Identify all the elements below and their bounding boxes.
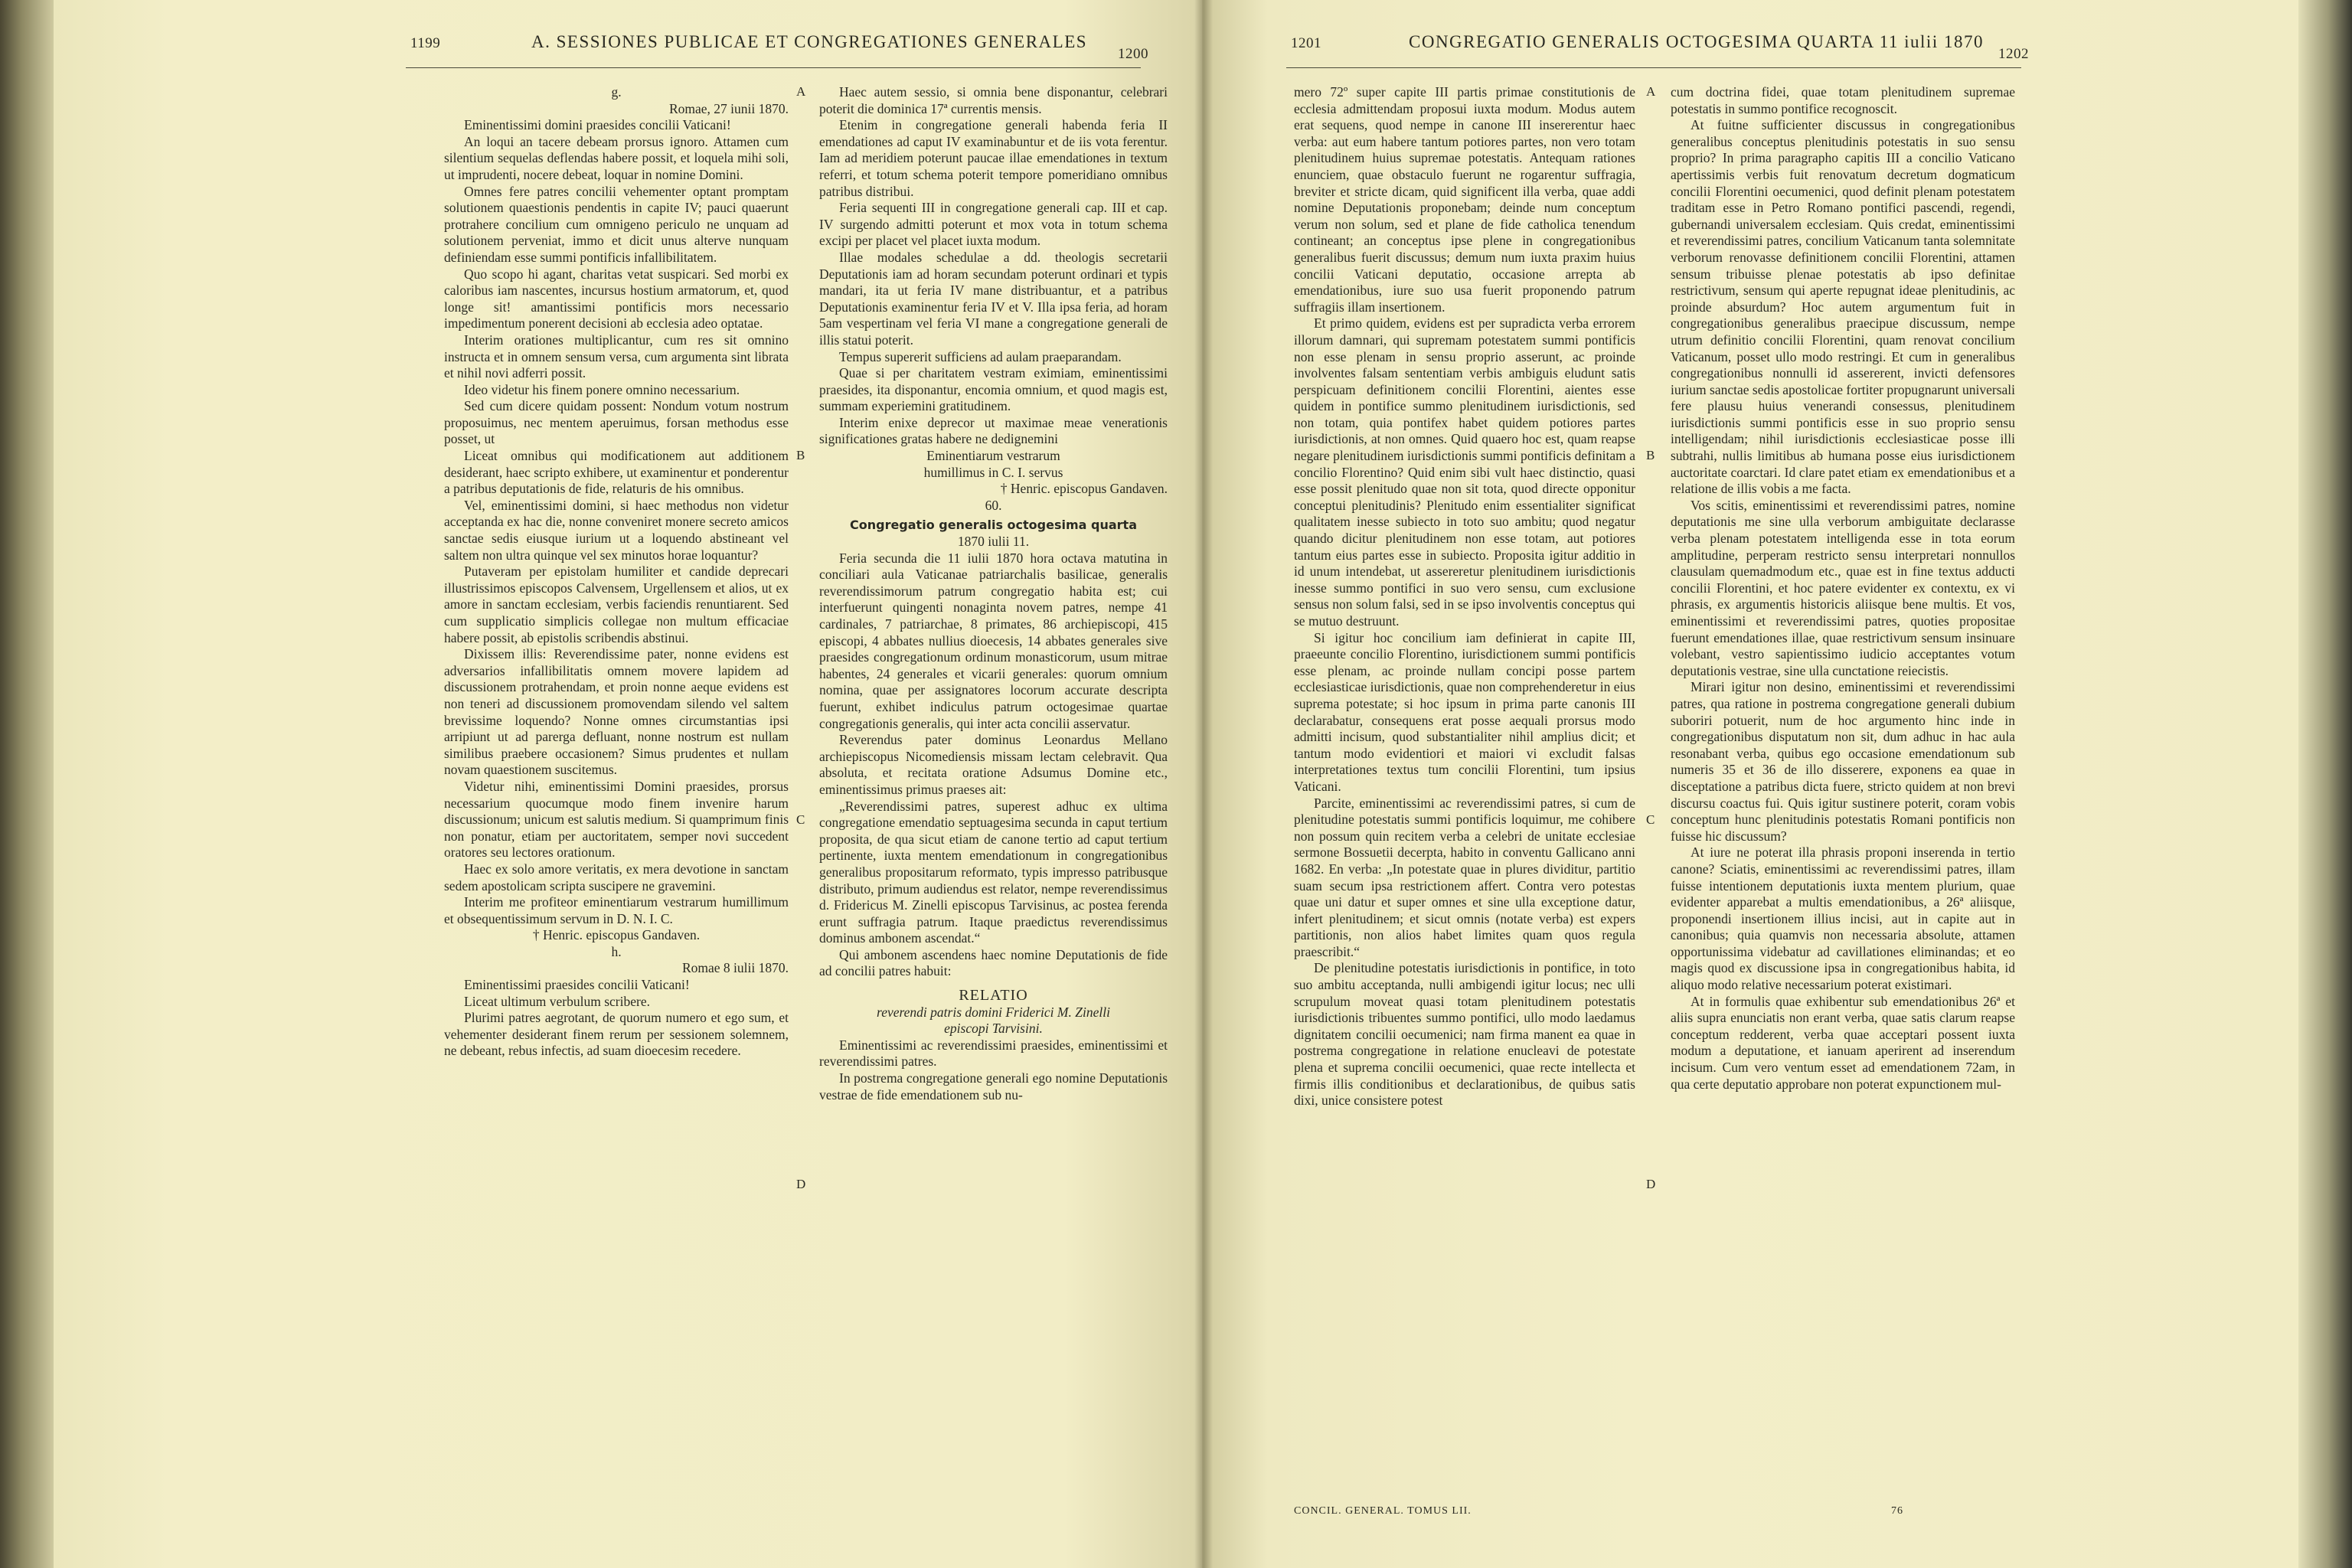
paragraph: Liceat omnibus qui modificationem aut additionem desiderant, haec scripto exhibere, ut examinentur et ponderentur a patribus deputationis de fide, relaturis de his omnibus. — [444, 448, 789, 497]
left-page-header — [54, 29, 1202, 60]
paragraph: 60. — [985, 497, 1002, 513]
header-rule — [1286, 67, 2021, 68]
margin-letter: A — [796, 84, 806, 99]
book-edge-right — [2298, 0, 2352, 1568]
paragraph: Et primo quidem, evidens est per supradicta verba errorem illorum damnari, qui supremam potestatem summi pontificis non esse plenam in sensu proprio asserunt, ac proinde involventes falsam sententiam verbis ambiguis eludunt satis perspicuam definitionem concilii Florentini, aientes esse quidem in pontifice summo plenitudinem iurisdictionis, sed non totam, quia pontifex habet quidem potiores partes iurisdictionis, at non omnes. Quid quaero hoc est, quam reapse negare plenitudinem iurisdictionis summi pontificis definitam a concilio Florentino? Quid enim sibi vult haec distinctio, quasi esse possit plenitudo quae non sit tota, quod directe opponitur conceptui plenitudinis? Plenitudo enim essentialiter significat qualitatem inesse subiecto in toto suo ambitu; quod negatur quando dicitur plenitudinem non esse totam, aut potiores tantum eius partes esse in subiecto. Proposita igitur additio in id unum intendebat, ut assereretur plenitudinem iurisdictionis inesse summo pontifici in suo vero sensu, cum exclusione sensus non solum falsi, sed in se ipso involventis conceptus qui se mutuo destruunt. — [1294, 315, 1635, 629]
paragraph: g. — [611, 84, 622, 100]
paragraph: Interim orationes multiplicantur, cum res sit omnino instructa et in omnem sensum versa, cum argumenta sint librata et nihil novi adferri possit. — [444, 332, 789, 381]
text-column-left — [1294, 84, 1635, 1109]
paragraph: 1870 iulii 11. — [957, 534, 1030, 550]
paragraph: Feria sequenti III in congregatione generali cap. III et cap. IV surgendo admitti poterunt et mox vota in totum schema excipi per placet vel placet iuxta modum. — [819, 200, 1168, 249]
paragraph: h. — [611, 943, 622, 959]
paragraph: At fuitne sufficienter discussus in congregationibus generalibus conceptus plenitudinis potestatis in suo sensu proprio? In prima paragrapho capitis III a concilio Vaticano apertissimis verbis fuit renovatum decretum dogmaticum concilii Florentini oecumenici, quod definit plenam potestatem traditam esse in Petro Romano pontifici pascendi, regendi, gubernandi universalem ecclesiam. Quis credat, eminentissimi et reverendissimi patres, concilium Vaticanum tanta solemnitate verborum renovasse definitionem concilii Florentini, attamen sensum tribuisse plenae potestatis ab ipso definitae restrictivum, sensum qui aperte repugnat ideae plenitudinis, ac proinde absurdum? Hoc autem argumentum fuit in congregationibus generalibus praecipue discussum, nempe utrum definitio concilii Florentini, quam renovat concilium Vaticanum, posset ullo modo restringi. Et cum in generalibus congregationibus nonnulli id assererent, invicti defensores iurium sanctae sedis apostolicae fortiter propugnarunt universali fere plausu huius venerandi consessus, plenitudinem iurisdictionis summi pontificis esse in suo proprio sensu intelligendam; nihil iurisdictionis ecclesiasticae posse illi subtrahi, nullis limitibus ab humana posse eius iurisdictionem auctoritate coarctari. Id clare patet etiam ex emendationibus et a relatione de illis vobis a me facta. — [1671, 117, 2016, 497]
book-gutter — [1194, 0, 1213, 1568]
paragraph: Eminentissimi praesides concilii Vaticani! — [464, 977, 690, 993]
page-number: 1201 — [1291, 35, 1321, 51]
right-page — [1202, 0, 2298, 1568]
paragraph: Eminentissimi domini praesides concilii Vaticani! — [464, 117, 731, 133]
page-number: 1200 — [1118, 46, 1148, 62]
paragraph: Vel, eminentissimi domini, si haec methodus non videtur acceptanda ex hac die, nonne conveniret monere secreto amicos sanctae sedis eiusque iurium ut a loquendo abstineant vel saltem non ultra quinque vel sex minutos horae loquantur? — [444, 497, 789, 563]
paragraph: Qui ambonem ascendens haec nomine Deputationis de fide ad concilii patres habuit: — [819, 946, 1168, 979]
margin-letter: B — [1646, 448, 1655, 462]
paragraph: † Henric. episcopus Gandaven. — [1000, 481, 1168, 497]
running-title: A. SESSIONES PUBLICAE ET CONGREGATIONES GENERALES — [531, 32, 1088, 51]
paragraph: Ideo videtur his finem ponere omnino necessarium. — [464, 381, 740, 397]
margin-letter: C — [796, 812, 805, 827]
paragraph: Si igitur hoc concilium iam definierat in capite III, praeeunte concilio Florentino, iurisdictionem summi pontificis esse plenam, ac proinde nullam concipi posse partem ecclesiasticae iurisdictionis, quae non comprehenderetur in eius suprema potestate; si hoc ipsum in prima parte canonis III declarabatur, consequens erat posse aequali prorsus modo admitti incisum, quod substantialiter nihil amplius dicit; et tantum modo evidentiori et maiori vi excludit falsas interpretationes textus tum concilii Florentini, tum ipsius Vaticani. — [1294, 629, 1635, 794]
relatio-heading: RELATIO — [959, 987, 1028, 1004]
paragraph: De plenitudine potestatis iurisdictionis in pontifice, in toto suo ambitu acceptanda, nulli ambigendi igitur locus; nec ulli scrupulum moveat quasi totam plenitudinem potestatis iurisdictionis tribuentes summo pontifici, ullo modo laedamus dignitatem concilii oecumenici; nam firma manent ea quae in postrema congregatione in relatione enucleavi de potestate plena et suprema concilii oecumenici, quae recte intellecta et firmis illis conditionibus et declarationibus, de quibus satis dixi, unice consistere potest — [1294, 960, 1635, 1109]
paragraph: Interim me profiteor eminentiarum vestrarum humillimum et obsequentissimum servum in D. N. I. C. — [444, 894, 789, 926]
footer-signature: CONCIL. GENERAL. TOMUS LII. — [1294, 1505, 1472, 1517]
paragraph: Romae, 27 iunii 1870. — [668, 100, 789, 116]
paragraph: † Henric. episcopus Gandaven. — [532, 927, 701, 943]
right-page-header — [1202, 29, 2298, 60]
paragraph: In postrema congregatione generali ego nomine Deputationis vestrae de fide emendationem sub nu- — [819, 1070, 1168, 1102]
paragraph: cum doctrina fidei, quae totam plenitudinem supremae potestatis in summo pontifice recognoscit. — [1671, 84, 2015, 116]
paragraph: Interim enixe deprecor ut maximae meae venerationis significationes gratas habere ne dedignemini — [819, 414, 1168, 447]
text-column-right — [819, 84, 1168, 1103]
paragraph: Illae modales schedulae a dd. theologis secretarii Deputationis iam ad horam secundam poterunt ordinari et typis mandari, ita ut feria IV mane distribuantur, et a patribus Deputationis examinentur feria IV et V. Illa ipsa feria, ad horam 5am vespertinam vel feria VI mane a congregatione generali de illis statui poterit. — [819, 249, 1168, 348]
running-title: CONGREGATIO GENERALIS OCTOGESIMA QUARTA 11 iulii 1870 — [1409, 32, 1984, 51]
book-edge-left — [0, 0, 54, 1568]
paragraph: Plurimi patres aegrotant, de quorum numero et ego sum, et vehementer desiderant finem rerum per sessionem solemnem, ne debeant, rebus infectis, ad suam dioecesim recedere. — [444, 1010, 789, 1059]
margin-letter: A — [1646, 84, 1656, 99]
margin-letter: D — [1646, 1177, 1656, 1191]
section-heading: Congregatio generalis octogesima quarta — [849, 518, 1137, 533]
page-number: 1202 — [1998, 46, 2029, 62]
text-column-right — [1671, 84, 2015, 1093]
margin-letter: B — [796, 448, 805, 462]
paragraph: Mirari igitur non desino, eminentissimi et reverendissimi patres, qua ratione in postrema congregatione generali dubium suboriri potuerit, num de hoc argumento hinc inde in congregationibus disputatum non sit, dum adhuc in hac aula resonabant verba, quibus ego occasione emendationum sub numeris 35 et 36 de illo disserere, exponens ea quae in disceptatione a patribus dicta fuere, stricto quidem at non brevi discursu coactus fui. Quis igitur sustinere poterit, coram vobis conceptum hunc plenitudinis potestatis Romani pontificis non fuisse hic discussum? — [1671, 679, 2015, 844]
paragraph: Vos scitis, eminentissimi et reverendissimi patres, nomine deputationis me sine ulla verborum ambiguitate declarasse verba plenam potestatem intelligenda esse in tota eorum amplitudine, perperam restricto sensu interpretari nonnullos clausulam quemadmodum etc., quae est in fine textus adducti concilii Florentini, et hoc patere evidenter ex contextu, ex vi phrasis, ex argumentis historicis aliisque bene multis. Et vos, eminentissimi et reverendissimi patres, quoties propositae fuerunt emendationes illae, quae restrictivum sensum insinuare volebant, vestro sapientissimo iudicio acceptantes votum deputationis vestrae, sine ulla cunctatione reiecistis. — [1671, 497, 2015, 678]
paragraph: Putaveram per epistolam humiliter et candide deprecari illustrissimos episcopos Calvensem, Urgellensem et alios, ut ex amore in sanctam ecclesiam, verbis faciendis renuntiarent. Sed cum supplicatio simplicis collegae non multum efficaciae habere possit, ab epistolis scribendis abstinui. — [444, 564, 789, 645]
paragraph: Videtur nihi, eminentissimi Domini praesides, prorsus necessarium quocumque modo finem invenire harum discussionum; unicum est salutis medium. Si quamprimum finis non ponatur, etiam per auctoritatem, semper novi succedent oratores seu lectores orationum. — [444, 778, 789, 861]
paragraph: Feria secunda die 11 iulii 1870 hora octava matutina in conciliari aula Vaticanae patriarchalis basilicae, generalis reverendissimorum patrum congregatio habita est; cui interfuerunt quingenti nonaginta novem patres, nempe 41 cardinales, 7 patriarchae, 8 primates, 86 archiepiscopi, 415 episcopi, 4 abbates nullius dioecesis, 14 abbates generales sive praesides congregationum ordinum monasticorum, usum mitrae habentes, 24 generales et vicarii generales: quorum omnium nomina, quae per assignatores locorum accurate descripta fuerunt, exhibet indiculus patrum octogesimae quartae congregationis generalis, qui inter acta concilii asservatur. — [819, 550, 1168, 731]
paragraph: humillimus in C. I. servus — [923, 464, 1063, 480]
paragraph: Romae 8 iulii 1870. — [681, 960, 789, 976]
paragraph: Reverendus pater dominus Leonardus Mellano archiepiscopus Nicomediensis missam lectam celebravit. Qua absoluta, et recitata oratione Adsumus Domine etc., eminentissimus primus praeses ait: — [819, 732, 1168, 797]
footer-sheet-number: 76 — [1891, 1505, 1903, 1517]
header-rule — [406, 67, 1141, 68]
paragraph: Omnes fere patres concilii vehementer optant promptam solutionem quaestionis pendentis in capite IV; pauci quaerunt protrahere concilium cum omnigeno periculo ne unquam ad solutionem perveniat, immo et dicit unus alterve nunquam definiendam esse summi pontificis infallibilitatem. — [444, 183, 789, 265]
paragraph: Sed cum dicere quidam possent: Nondum votum nostrum proposuimus, nec mentem aperuimus, forsan methodus esse posset, ut — [444, 398, 789, 447]
text-column-left — [444, 84, 789, 1060]
paragraph: Haec autem sessio, si omnia bene disponantur, celebrari poterit die dominica 17ª currentis mensis. — [819, 84, 1168, 116]
left-page — [54, 0, 1202, 1568]
paragraph: At iure ne poterat illa phrasis proponi inserenda in tertio canone? Sciatis, eminentissimi ac reverendissimi patres, illam fuisse intentionem deputationis iuxta mentem plurium, quae evidenter apparebat a multis emendationibus, a 26ª aliisque, proponendi insertionem illius incisi, aut in capite aut in canonibus; quia quamvis non necessaria absolute, attamen opportunissima videbatur ad cavillationes eliminandas; et eo magis quod ex discussione ipsa in congregationibus habita, id aliquo modo relative necessarium poterat existimari. — [1671, 844, 2015, 993]
page-number: 1199 — [410, 35, 441, 51]
paragraph: Eminentiarum vestrarum — [926, 448, 1060, 464]
paragraph: reverendi patris domini Friderici M. Zinelli — [877, 1004, 1110, 1020]
paragraph: Etenim in congregatione generali habenda feria II emendationes ad caput IV examinabuntur et de iis vota ferentur. Iam ad meridiem poterunt paucae illae emendationes in textum referri, et totum schema poterit tempore pomeridiano omnibus patribus distribui. — [819, 117, 1168, 199]
paragraph: „Reverendissimi patres, superest adhuc ex ultima congregatione emendatio septuagesima secunda in caput tertium proposita, de qua sicut etiam de canone tertio ad caput tertium pertinente, iuxta mentem emendationum in congregationibus generalibus propositarum reformato, typis impresso patribusque distributo, primum audiendus est relator, nempe reverendissimus d. Fridericus M. Zinelli episcopus Tarvisinus, ac postea ferenda erunt suffragia patrum. Itaque praedictus reverendissimus dominus ambonem ascendat.“ — [819, 798, 1168, 946]
paragraph: At in formulis quae exhibentur sub emendationibus 26ª et aliis supra enunciatis non erant verba, quae satis clarum reapse conceptum redderent, verba quae acceptari possent iuxta modum a deputatione, et ianuam aperirent ad inserendum incisum. Cum vero ventum esset ad emendationem 72am, in qua certe deputatio approbare non poterat expunctionem mul- — [1671, 993, 2015, 1092]
paragraph: Quae si per charitatem vestram eximiam, eminentissimi praesides, ita disponantur, encomia omnium, et quod magis est, summam experiemini gratitudinem. — [819, 365, 1168, 414]
paragraph: Dixissem illis: Reverendissime pater, nonne evidens est adversarios infallibilitatis omnem movere lapidem ad discussionem protrahendam, et proin nonne aeque evidens est non teneri ad discussionem promovendam silendo vel saltem brevissime loquendo? Nonne omnes circumstantias ipsi arripiunt ut ad parerga defluant, nonne nostrum est nullam similibus praebere occasionem? Simus prudentes et nullam novam quaestionem suscitemus. — [444, 646, 789, 778]
paragraph: An loqui an tacere debeam prorsus ignoro. Attamen cum silentium sequelas deflendas habere possit, et loquela mihi soli, ut imprudenti, nocere debeat, loquar in nomine Domini. — [444, 133, 789, 182]
paragraph: episcopi Tarvisini. — [944, 1021, 1043, 1037]
paragraph: Tempus supererit sufficiens ad aulam praeparandam. — [839, 348, 1122, 364]
margin-letter: C — [1646, 812, 1655, 827]
paragraph: Haec ex solo amore veritatis, ex mera devotione in sanctam sedem apostolicam scripta suscipere ne gravemini. — [444, 861, 789, 893]
paragraph: Liceat ultimum verbulum scribere. — [464, 993, 650, 1009]
paragraph: mero 72º super capite III partis primae constitutionis de ecclesia admittendam proposui iuxta modum. Modus autem erat sequens, quod nempe in canone III insererentur haec verba: aut eum habere tantum potiores partes, non vero totam plenitudinem huius supremae potestatis. Antequam rationes enunciem, quae obstaculo fuerunt ne rogarentur suffragia, breviter et stricte dicam, quid significent illa verba, quae addi nomine Deputationis proponebam; deinde num conceptum verum non solum, sed et plane de fide catholica tenendum contineant; an conceptus ipse plene in congregationibus generalibus fuerit discussus; demum num iuxta praxim huius concilii Vaticani deputatio, occasione arrepta ab emendationibus, iure suo usa fuerit proponendo patrum suffragiis illam insertionem. — [1294, 84, 1635, 315]
paragraph: Eminentissimi ac reverendissimi praesides, eminentissimi et reverendissimi patres. — [819, 1037, 1168, 1070]
margin-letter: D — [796, 1177, 806, 1191]
paragraph: Parcite, eminentissimi ac reverendissimi patres, si cum de plenitudine potestatis summi pontificis loquimur, me cohibere non possum quin recitem verba a celebri de unitate ecclesiae sermone Bossuetii decerpta, habito in conventu Gallicano anni 1682. En verba: „In potestate quae in plures dividitur, partitio suam secum ipsa restrictionem affert. Contra vero potestas quae uni datur et super omnes et sine ulla exceptione datur, infert plenitudinem; et sicut omnis (notate verba) est expers partitionis, non alios habet limites quam quos regula praescribit.“ — [1294, 795, 1635, 959]
paragraph: Quo scopo hi agant, charitas vetat suspicari. Sed morbi ex caloribus iam nascentes, incursus hostium armatorum, et, quod longe sit! amantissimi pontificis mors necessario impedimentum ponerent decisioni ab ecclesia adeo optatae. — [444, 266, 789, 332]
